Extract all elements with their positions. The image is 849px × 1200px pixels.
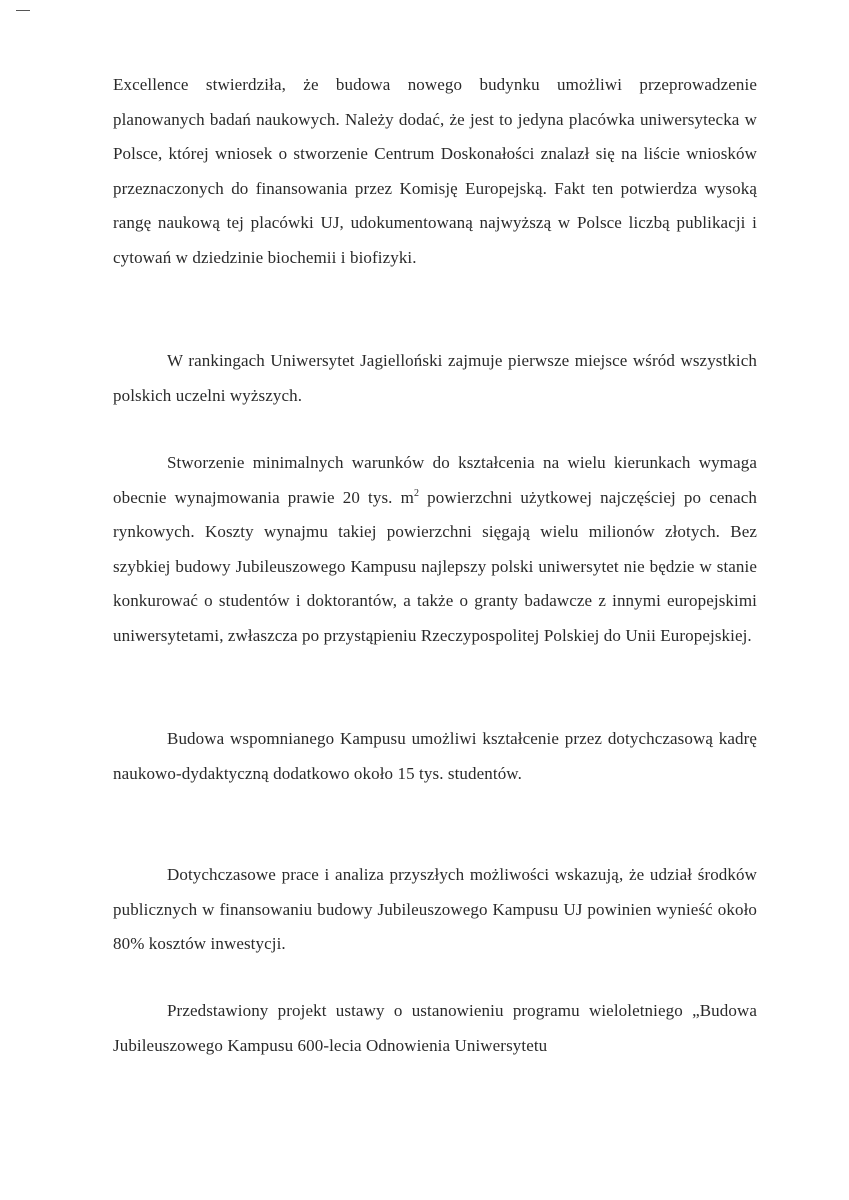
- rental-text-after: powierzchni użytkowej najczęściej po cenach rynkowych. Koszty wynajmu takiej powierzchni sięgają wielu milionów złotych. Bez szybkiej budowy Jubileuszowego Kampusu najlepszy polski uniwersytet nie będzie w stanie konkurować o studentów i doktorantów, a także o granty badawcze z innymi europejskimi uniwersytetami, zwłaszcza po przystąpieniu Rzeczypospolitej Polskiej do Unii Europejskiej.: [113, 487, 757, 645]
- rental-text-before: Stworzenie minimalnych warunków do kształcenia na wielu kierunkach wymaga obecnie wynajmowania prawie 20 tys. m: [113, 453, 757, 507]
- paragraph-public-funding: Dotychczasowe prace i analiza przyszłych możliwości wskazują, że udział środków publicznych w finansowaniu budowy Jubileuszowego Kampusu UJ powinien wynieść około 80% kosztów inwestycji.: [113, 865, 757, 954]
- paragraph-rental-costs: [113, 446, 757, 654]
- paragraph-bill-project: Przedstawiony projekt ustawy o ustanowieniu programu wieloletniego „Budowa Jubileuszowego Kampusu 600-lecia Odnowienia Uniwersytetu: [113, 1001, 757, 1055]
- scan-edge-mark: [16, 10, 30, 11]
- paragraph-campus-capacity: Budowa wspomnianego Kampusu umożliwi kształcenie przez dotychczasową kadrę naukowo-dydaktyczną dodatkowo około 15 tys. studentów.: [113, 729, 757, 783]
- paragraph-rankings: W rankingach Uniwersytet Jagielloński zajmuje pierwsze miejsce wśród wszystkich polskich uczelni wyższych.: [113, 351, 757, 405]
- square-metre-superscript: 2: [413, 487, 420, 499]
- paragraph-centre-of-excellence: Excellence stwierdziła, że budowa nowego budynku umożliwi przeprowadzenie planowanych badań naukowych. Należy dodać, że jest to jedyna placówka uniwersytecka w Polsce, której wniosek o stworzenie Centrum Doskonałości znalazł się na liście wniosków przeznaczonych do finansowania przez Komisję Europejską. Fakt ten potwierdza wysoką rangę naukową tej placówki UJ, udokumentowaną najwyższą w Polsce liczbą publikacji i cytowań w dziedzinie biochemii i biofizyki.: [113, 75, 757, 267]
